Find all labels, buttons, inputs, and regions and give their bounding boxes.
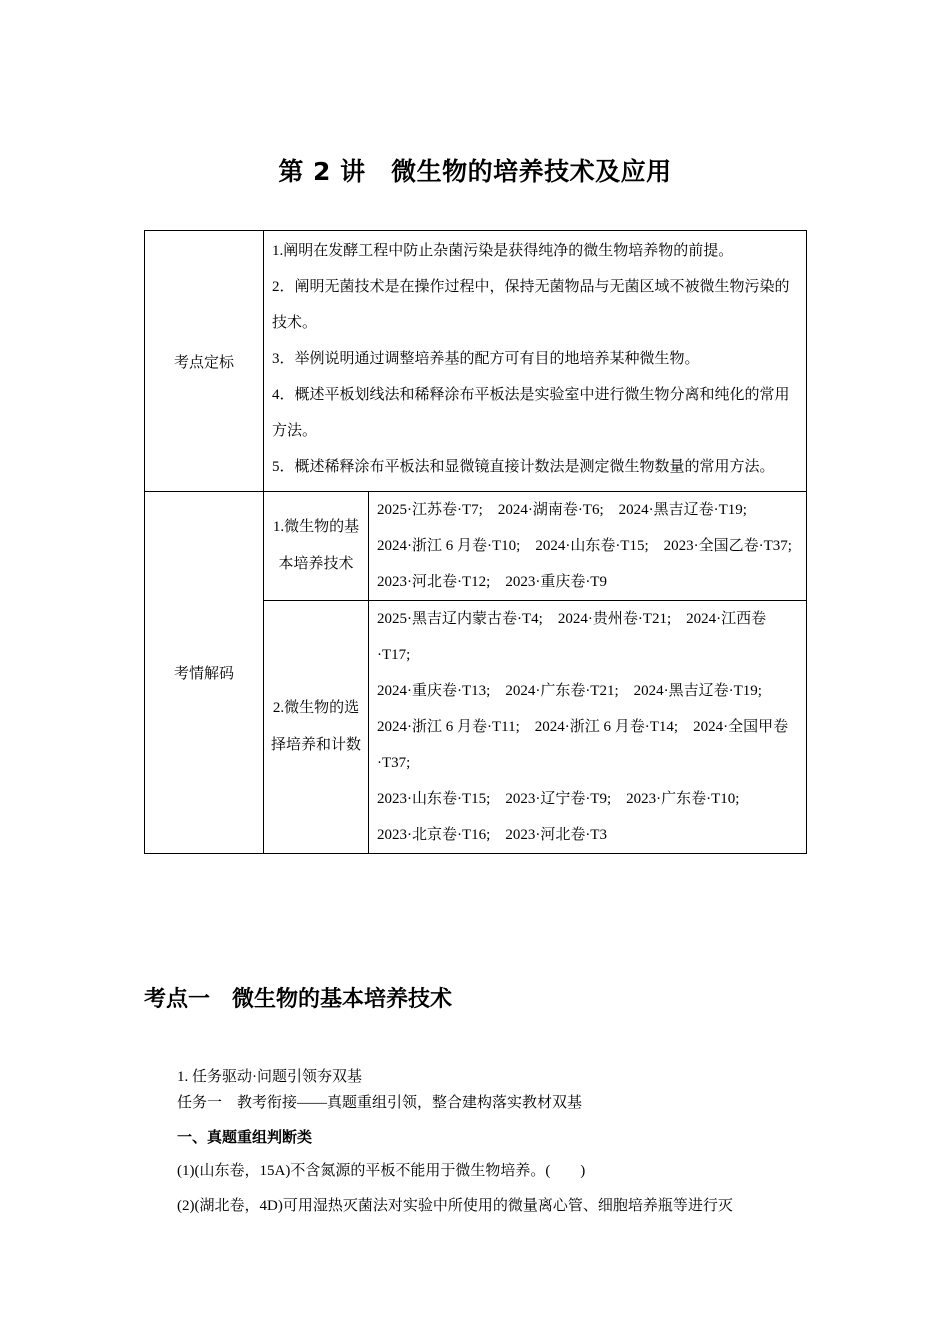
- page-title: 第 2 讲 微生物的培养技术及应用: [278, 157, 672, 186]
- question-1: (1)(山东卷，15A)不含氮源的平板不能用于微生物培养。( ): [177, 1163, 586, 1179]
- topic-exams: [369, 492, 807, 601]
- exam-line: 2024·浙江 6 月卷·T10; 2024·山东卷·T15; 2023·全国乙卷·T37;: [377, 538, 792, 554]
- exam-line: 2025·江苏卷·T7; 2024·湖南卷·T6; 2024·黑吉辽卷·T19;: [377, 502, 747, 518]
- goal-item: 3．举例说明通过调整培养基的配方可有目的地培养某种微生物。: [272, 351, 700, 367]
- task-subline: 任务一 教考衔接——真题重组引领，整合建构落实教材双基: [177, 1095, 583, 1111]
- exam-label: 考情解码: [145, 492, 264, 854]
- exam-line: 2025·黑吉辽内蒙古卷·T4; 2024·贵州卷·T21; 2024·江西卷·T17;: [377, 611, 767, 663]
- goal-item: 5．概述稀释涂布平板法和显微镜直接计数法是测定微生物数量的常用方法。: [272, 459, 775, 475]
- question-2: (2)(湖北卷，4D)可用湿热灭菌法对实验中所使用的微量离心管、细胞培养瓶等进行灭: [177, 1198, 733, 1214]
- goals-cell: [264, 231, 807, 492]
- exam-line: 2023·北京卷·T16; 2023·河北卷·T3: [377, 827, 607, 843]
- exam-line: 2023·河北卷·T12; 2023·重庆卷·T9: [377, 574, 607, 590]
- subsection-heading: 一、真题重组判断类: [177, 1128, 313, 1146]
- topic-name: 2.微生物的选择培养和计数: [264, 601, 369, 854]
- overview-table: [144, 230, 807, 854]
- goals-row: [145, 231, 807, 492]
- exam-line: 2024·浙江 6 月卷·T11; 2024·浙江 6 月卷·T14; 2024·全国甲卷·T37;: [377, 719, 789, 771]
- topic-exams: [369, 601, 807, 854]
- goals-label: 考点定标: [145, 231, 264, 492]
- goal-item: 1.阐明在发酵工程中防止杂菌污染是获得纯净的微生物培养物的前提。: [272, 243, 734, 259]
- topic-name: 1.微生物的基本培养技术: [264, 492, 369, 601]
- exam-line: 2024·重庆卷·T13; 2024·广东卷·T21; 2024·黑吉辽卷·T19;: [377, 683, 762, 699]
- goal-item: 2．阐明无菌技术是在操作过程中，保持无菌物品与无菌区域不被微生物污染的技术。: [272, 279, 790, 331]
- exam-row-1: [145, 492, 807, 601]
- goal-item: 4．概述平板划线法和稀释涂布平板法是实验室中进行微生物分离和纯化的常用方法。: [272, 387, 790, 439]
- task-line: 1. 任务驱动·问题引领夯双基: [177, 1069, 362, 1085]
- section-heading: 考点一 微生物的基本培养技术: [144, 987, 453, 1012]
- exam-line: 2023·山东卷·T15; 2023·辽宁卷·T9; 2023·广东卷·T10;: [377, 791, 740, 807]
